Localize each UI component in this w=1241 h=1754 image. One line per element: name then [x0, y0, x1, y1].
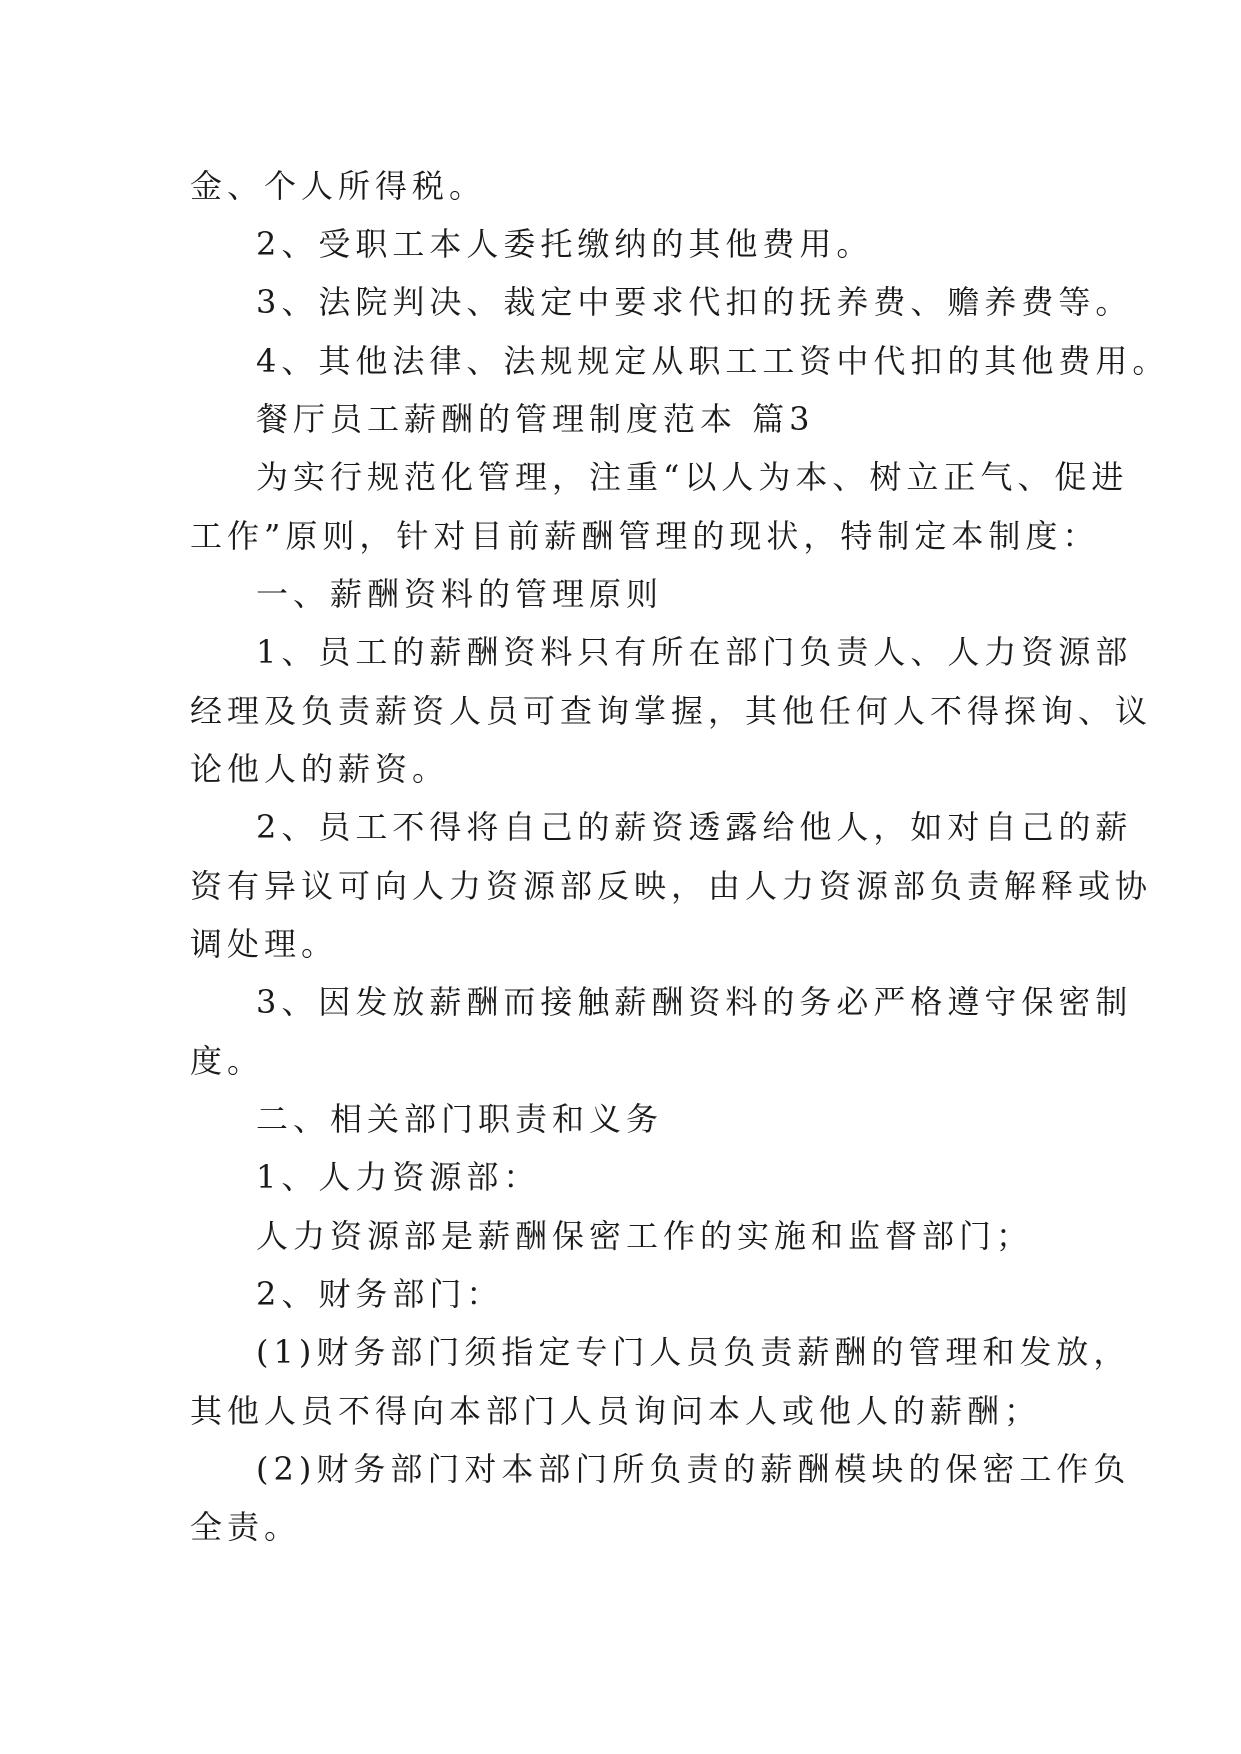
- text-line: 其他人员不得向本部门人员询问本人或他人的薪酬；: [190, 1392, 1042, 1430]
- text-line: 金、个人所得税。: [190, 167, 487, 205]
- text-line: (1)财务部门须指定专门人员负责薪酬的管理和发放，: [256, 1333, 1131, 1371]
- text-line: 3、因发放薪酬而接触薪酬资料的务必严格遵守保密制: [256, 983, 1133, 1021]
- subheading: 一、薪酬资料的管理原则: [256, 575, 664, 613]
- text-line: 经理及负责薪资人员可查询掌握，其他任何人不得探询、议: [190, 692, 1153, 730]
- text-line: 论他人的薪资。: [190, 750, 450, 788]
- text-line: 2、财务部门：: [256, 1275, 504, 1313]
- text-line: 1、员工的薪酬资料只有所在部门负责人、人力资源部: [256, 633, 1133, 671]
- text-line: 2、受职工本人委托缴纳的其他费用。: [256, 225, 874, 263]
- text-line: 人力资源部是薪酬保密工作的实施和监督部门；: [256, 1217, 1034, 1255]
- text-line: (2)财务部门对本部门所负责的薪酬模块的保密工作负: [256, 1450, 1131, 1488]
- text-line: 调处理。: [190, 925, 339, 963]
- subheading: 二、相关部门职责和义务: [256, 1100, 664, 1138]
- text-line: 工作”原则，针对目前薪酬管理的现状，特制定本制度：: [190, 517, 1100, 555]
- text-line: 全责。: [190, 1508, 302, 1546]
- section-heading: 餐厅员工薪酬的管理制度范本 篇3: [256, 400, 815, 438]
- text-line: 1、人力资源部：: [256, 1158, 541, 1196]
- text-line: 3、法院判决、裁定中要求代扣的抚养费、赡养费等。: [256, 283, 1133, 321]
- text-line: 4、其他法律、法规规定从职工工资中代扣的其他费用。: [256, 342, 1170, 380]
- text-line: 为实行规范化管理，注重“以人为本、树立正气、促进: [256, 458, 1129, 496]
- text-line: 2、员工不得将自己的薪资透露给他人，如对自己的薪: [256, 808, 1133, 846]
- text-line: 度。: [190, 1042, 265, 1080]
- text-line: 资有异议可向人力资源部反映，由人力资源部负责解释或协: [190, 867, 1153, 905]
